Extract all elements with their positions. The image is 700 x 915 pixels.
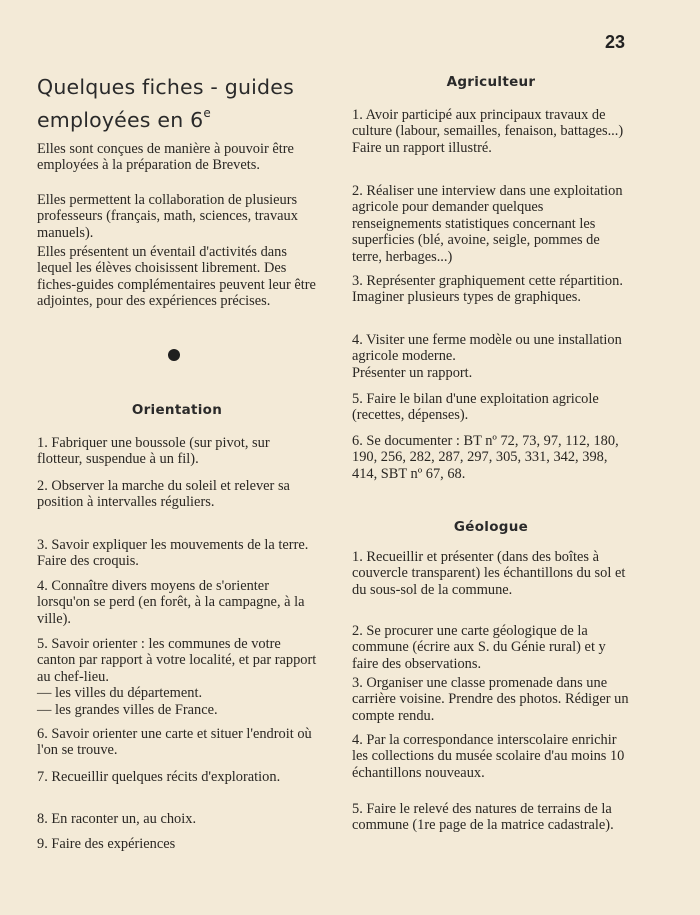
orientation-item-3: 3. Savoir expliquer les mouvements de la terre. Faire des croquis. xyxy=(37,537,309,570)
page-number: 23 xyxy=(605,32,626,52)
geologue-item-4: 4. Par la correspondance interscolaire enrichir les collections du musée scolaire d'au moins 10 échantillons nouveaux. xyxy=(352,732,625,781)
geologue-item-2: 2. Se procurer une carte géologique de la commune (écrire aux S. du Génie rural) et y faire des observations. xyxy=(352,623,606,672)
agriculteur-item-2: 2. Réaliser une interview dans une exploitation agricole pour demander quelques renseignements statistiques concernant les superficies (blé, avoine, seigle, pommes de terre, herbages...) xyxy=(352,183,623,265)
agriculteur-item-5: 5. Faire le bilan d'une exploitation agricole (recettes, dépenses). xyxy=(352,391,599,424)
geologue-item-1: 1. Recueillir et présenter (dans des boîtes à couvercle transparent) les échantillons du sol et du sous-sol de la commune. xyxy=(352,549,626,598)
orientation-item-2: 2. Observer la marche du soleil et relever sa position à intervalles réguliers. xyxy=(37,478,290,511)
agriculteur-item-6: 6. Se documenter : BT nº 72, 73, 97, 112, 180, 190, 256, 282, 287, 297, 305, 331, 342, 398, 414, SBT nº 67, 68. xyxy=(352,433,619,482)
orientation-item-7: 7. Recueillir quelques récits d'exploration. xyxy=(37,769,281,785)
intro-paragraph-3: Elles présentent un éventail d'activités dans lequel les élèves choisissent librement. Des fiches-guides complémentaires peuvent leur être adjointes, pour des expériences précises. xyxy=(37,244,316,309)
agriculteur-item-4: 4. Visiter une ferme modèle ou une installation agricole moderne. Présenter un rapport. xyxy=(352,332,622,381)
agriculteur-item-3: 3. Représenter graphiquement cette répartition. Imaginer plusieurs types de graphiques. xyxy=(352,273,623,306)
agriculteur-heading: Agriculteur xyxy=(446,74,536,90)
geologue-item-5: 5. Faire le relevé des natures de terrains de la commune (1re page de la matrice cadastrale). xyxy=(352,801,614,834)
separator-bullet xyxy=(168,349,180,361)
agriculteur-item-1: 1. Avoir participé aux principaux travaux de culture (labour, semailles, fenaison, battages...) Faire un rapport illustré. xyxy=(352,107,624,156)
title-line-2: employées en 6e xyxy=(37,106,211,132)
orientation-item-4: 4. Connaître divers moyens de s'orienter lorsqu'on se perd (en forêt, à la campagne, à la ville). xyxy=(37,578,305,627)
orientation-item-6: 6. Savoir orienter une carte et situer l'endroit où l'on se trouve. xyxy=(37,726,312,759)
orientation-item-9: 9. Faire des expériences xyxy=(37,836,176,852)
intro-paragraph-2: Elles permettent la collaboration de plusieurs professeurs (français, math, sciences, travaux manuels). xyxy=(37,192,298,241)
page-title xyxy=(37,73,337,134)
orientation-item-5: 5. Savoir orienter : les communes de votre canton par rapport à votre localité, et par rapport au chef-lieu. — les villes du département. — les grandes villes de France. xyxy=(37,636,317,718)
geologue-heading: Géologue xyxy=(453,519,529,535)
orientation-heading: Orientation xyxy=(131,402,223,418)
geologue-item-3: 3. Organiser une classe promenade dans une carrière voisine. Prendre des photos. Rédiger un compte rendu. xyxy=(352,675,629,724)
intro-paragraph-1: Elles sont conçues de manière à pouvoir être employées à la préparation de Brevets. xyxy=(37,141,294,174)
title-line-1: Quelques fiches - guides xyxy=(37,75,294,99)
orientation-item-1: 1. Fabriquer une boussole (sur pivot, sur flotteur, suspendue à un fil). xyxy=(37,435,270,468)
orientation-item-8: 8. En raconter un, au choix. xyxy=(37,811,197,827)
